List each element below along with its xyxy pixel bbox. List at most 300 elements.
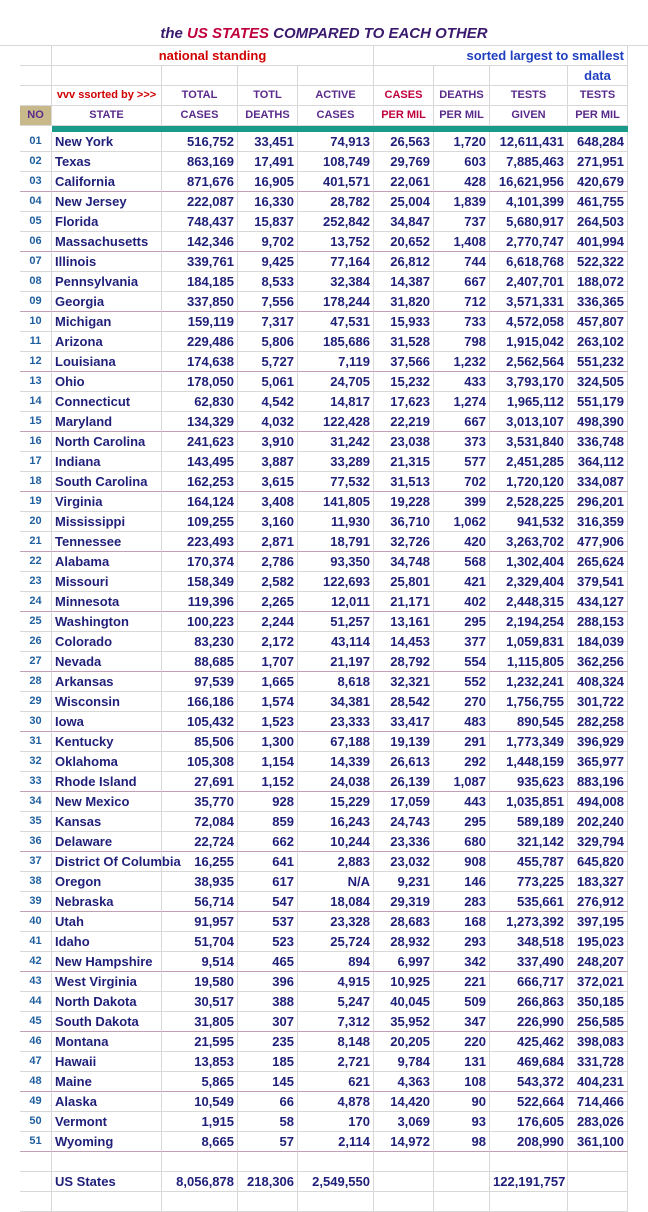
table-cell: 2,329,404 <box>490 572 568 592</box>
total-tests-given: 122,191,757 <box>490 1172 568 1192</box>
table-cell: 16,905 <box>238 172 298 192</box>
column-header-state: STATE <box>52 106 162 126</box>
table-cell: 2,172 <box>238 632 298 652</box>
table-cell: 516,752 <box>162 132 238 152</box>
table-cell: 58 <box>238 1112 298 1132</box>
table-cell: 364,112 <box>568 452 628 472</box>
table-cell: 158,349 <box>162 572 238 592</box>
row-number: 02 <box>20 152 52 172</box>
grid-cell <box>490 1152 568 1172</box>
table-cell: 248,207 <box>568 952 628 972</box>
row-number: 09 <box>20 292 52 312</box>
table-cell: 283 <box>434 892 490 912</box>
table-cell: 3,887 <box>238 452 298 472</box>
grid-cell <box>490 1192 568 1212</box>
table-cell: 396 <box>238 972 298 992</box>
table-cell: 10,549 <box>162 1092 238 1112</box>
table-cell: 2,265 <box>238 592 298 612</box>
table-cell: 2,448,315 <box>490 592 568 612</box>
table-cell: N/A <box>298 872 374 892</box>
table-cell: 13,161 <box>374 612 434 632</box>
table-cell: 3,615 <box>238 472 298 492</box>
table-cell: 185,686 <box>298 332 374 352</box>
table-cell: 420 <box>434 532 490 552</box>
table-cell: 195,023 <box>568 932 628 952</box>
state-name: Mississippi <box>52 512 162 532</box>
table-cell: 223,493 <box>162 532 238 552</box>
table-cell: 589,189 <box>490 812 568 832</box>
column-header-top: ACTIVE <box>298 86 374 106</box>
table-cell: 170,374 <box>162 552 238 572</box>
table-cell: 334,087 <box>568 472 628 492</box>
grid-cell <box>568 1192 628 1212</box>
table-cell: 1,773,349 <box>490 732 568 752</box>
table-cell: 7,317 <box>238 312 298 332</box>
table-cell: 28,792 <box>374 652 434 672</box>
table-cell: 296,201 <box>568 492 628 512</box>
table-cell: 509 <box>434 992 490 1012</box>
state-name: Pennsylvania <box>52 272 162 292</box>
table-cell: 183,327 <box>568 872 628 892</box>
table-cell: 32,384 <box>298 272 374 292</box>
table-cell: 174,638 <box>162 352 238 372</box>
state-name: Indiana <box>52 452 162 472</box>
table-cell: 293 <box>434 932 490 952</box>
column-header-cases: CASES <box>298 106 374 126</box>
column-header-top: DEATHS <box>434 86 490 106</box>
table-cell: 1,756,755 <box>490 692 568 712</box>
table-cell: 748,437 <box>162 212 238 232</box>
table-cell: 26,613 <box>374 752 434 772</box>
table-cell: 265,624 <box>568 552 628 572</box>
table-cell: 23,038 <box>374 432 434 452</box>
state-name: Tennessee <box>52 532 162 552</box>
state-name: District Of Columbia <box>52 852 162 872</box>
table-cell: 379,541 <box>568 572 628 592</box>
state-name: Connecticut <box>52 392 162 412</box>
row-number: 10 <box>20 312 52 332</box>
table-cell: 935,623 <box>490 772 568 792</box>
table-cell: 25,724 <box>298 932 374 952</box>
table-cell: 270 <box>434 692 490 712</box>
table-cell: 3,910 <box>238 432 298 452</box>
table-cell: 122,693 <box>298 572 374 592</box>
table-cell: 235 <box>238 1032 298 1052</box>
table-cell: 7,312 <box>298 1012 374 1032</box>
table-cell: 141,805 <box>298 492 374 512</box>
table-cell: 737 <box>434 212 490 232</box>
table-cell: 3,160 <box>238 512 298 532</box>
table-cell: 164,124 <box>162 492 238 512</box>
column-header-cases: CASES <box>162 106 238 126</box>
table-cell: 142,346 <box>162 232 238 252</box>
column-header-top: CASES <box>374 86 434 106</box>
row-number: 43 <box>20 972 52 992</box>
table-cell: 361,100 <box>568 1132 628 1152</box>
row-number: 40 <box>20 912 52 932</box>
row-number: 39 <box>20 892 52 912</box>
state-name: Montana <box>52 1032 162 1052</box>
table-cell: 4,915 <box>298 972 374 992</box>
table-cell: 2,582 <box>238 572 298 592</box>
grid-cell <box>298 1192 374 1212</box>
table-cell: 264,503 <box>568 212 628 232</box>
state-name: Missouri <box>52 572 162 592</box>
table-cell: 18,791 <box>298 532 374 552</box>
row-number: 26 <box>20 632 52 652</box>
state-name: South Carolina <box>52 472 162 492</box>
table-cell: 178,050 <box>162 372 238 392</box>
table-cell: 77,532 <box>298 472 374 492</box>
state-name: Virginia <box>52 492 162 512</box>
table-cell: 98 <box>434 1132 490 1152</box>
table-cell: 34,381 <box>298 692 374 712</box>
table-cell: 12,611,431 <box>490 132 568 152</box>
table-cell: 16,330 <box>238 192 298 212</box>
row-number: 21 <box>20 532 52 552</box>
state-name: New Mexico <box>52 792 162 812</box>
table-cell: 226,990 <box>490 1012 568 1032</box>
table-cell: 2,407,701 <box>490 272 568 292</box>
table-cell: 702 <box>434 472 490 492</box>
table-cell: 9,425 <box>238 252 298 272</box>
table-cell: 256,585 <box>568 1012 628 1032</box>
column-header-top <box>20 86 52 106</box>
table-cell: 282,258 <box>568 712 628 732</box>
table-cell: 33,451 <box>238 132 298 152</box>
table-cell: 176,605 <box>490 1112 568 1132</box>
table-cell: 4,878 <box>298 1092 374 1112</box>
table-cell: 3,531,840 <box>490 432 568 452</box>
table-cell: 321,142 <box>490 832 568 852</box>
grid-cell <box>434 1172 490 1192</box>
row-number: 35 <box>20 812 52 832</box>
table-cell: 26,812 <box>374 252 434 272</box>
table-cell: 543,372 <box>490 1072 568 1092</box>
state-name: North Dakota <box>52 992 162 1012</box>
table-cell: 15,232 <box>374 372 434 392</box>
table-cell: 362,256 <box>568 652 628 672</box>
table-cell: 662 <box>238 832 298 852</box>
table-cell: 295 <box>434 812 490 832</box>
table-cell: 57 <box>238 1132 298 1152</box>
table-cell: 25,801 <box>374 572 434 592</box>
state-name: New York <box>52 132 162 152</box>
table-cell: 22,724 <box>162 832 238 852</box>
table-cell: 263,102 <box>568 332 628 352</box>
table-cell: 20,652 <box>374 232 434 252</box>
table-cell: 645,820 <box>568 852 628 872</box>
table-cell: 19,139 <box>374 732 434 752</box>
table-cell: 9,231 <box>374 872 434 892</box>
table-cell: 401,994 <box>568 232 628 252</box>
grid-cell <box>238 1152 298 1172</box>
row-number: 12 <box>20 352 52 372</box>
table-cell: 401,571 <box>298 172 374 192</box>
table-cell: 494,008 <box>568 792 628 812</box>
table-cell: 1,448,159 <box>490 752 568 772</box>
column-header-top: TESTS <box>490 86 568 106</box>
table-cell: 10,925 <box>374 972 434 992</box>
table-cell: 3,013,107 <box>490 412 568 432</box>
grid-cell <box>434 66 490 86</box>
table-cell: 329,794 <box>568 832 628 852</box>
state-name: Oklahoma <box>52 752 162 772</box>
table-cell: 108 <box>434 1072 490 1092</box>
table-cell: 733 <box>434 312 490 332</box>
table-cell: 108,749 <box>298 152 374 172</box>
table-cell: 535,661 <box>490 892 568 912</box>
table-cell: 36,710 <box>374 512 434 532</box>
table-cell: 28,932 <box>374 932 434 952</box>
table-cell: 1,059,831 <box>490 632 568 652</box>
table-cell: 9,784 <box>374 1052 434 1072</box>
table-cell: 443 <box>434 792 490 812</box>
table-cell: 457,807 <box>568 312 628 332</box>
state-name: Nebraska <box>52 892 162 912</box>
table-cell: 1,574 <box>238 692 298 712</box>
column-header-given: GIVEN <box>490 106 568 126</box>
grid-cell <box>52 1152 162 1172</box>
grid-cell <box>374 66 434 86</box>
table-cell: 336,365 <box>568 292 628 312</box>
table-cell: 291 <box>434 732 490 752</box>
table-cell: 23,032 <box>374 852 434 872</box>
table-cell: 316,359 <box>568 512 628 532</box>
row-number: 11 <box>20 332 52 352</box>
table-cell: 1,300 <box>238 732 298 752</box>
table-cell: 2,871 <box>238 532 298 552</box>
state-name: South Dakota <box>52 1012 162 1032</box>
state-name: Maine <box>52 1072 162 1092</box>
row-number: 25 <box>20 612 52 632</box>
table-cell: 25,004 <box>374 192 434 212</box>
grid-cell <box>434 1192 490 1212</box>
table-cell: 40,045 <box>374 992 434 1012</box>
row-number: 34 <box>20 792 52 812</box>
state-name: Delaware <box>52 832 162 852</box>
grid-cell <box>20 1152 52 1172</box>
table-cell: 178,244 <box>298 292 374 312</box>
table-cell: 17,623 <box>374 392 434 412</box>
column-header-top: TOTAL <box>162 86 238 106</box>
table-cell: 83,230 <box>162 632 238 652</box>
state-name: Wyoming <box>52 1132 162 1152</box>
table-cell: 14,817 <box>298 392 374 412</box>
state-name: Texas <box>52 152 162 172</box>
table-cell: 7,119 <box>298 352 374 372</box>
table-cell: 1,062 <box>434 512 490 532</box>
table-cell: 1,302,404 <box>490 552 568 572</box>
grid-cell <box>238 66 298 86</box>
state-name: Massachusetts <box>52 232 162 252</box>
table-cell: 100,223 <box>162 612 238 632</box>
row-number: 38 <box>20 872 52 892</box>
state-name: Illinois <box>52 252 162 272</box>
row-number: 18 <box>20 472 52 492</box>
table-cell: 3,263,702 <box>490 532 568 552</box>
table-cell: 252,842 <box>298 212 374 232</box>
table-cell: 31,528 <box>374 332 434 352</box>
table-cell: 31,242 <box>298 432 374 452</box>
row-number: 16 <box>20 432 52 452</box>
table-cell: 33,289 <box>298 452 374 472</box>
table-cell: 397,195 <box>568 912 628 932</box>
national-standing-label: national standing <box>52 46 374 66</box>
table-cell: 202,240 <box>568 812 628 832</box>
table-cell: 51,257 <box>298 612 374 632</box>
table-cell: 43,114 <box>298 632 374 652</box>
table-cell: 337,850 <box>162 292 238 312</box>
table-cell: 3,069 <box>374 1112 434 1132</box>
grid-cell <box>52 66 162 86</box>
table-cell: 5,865 <box>162 1072 238 1092</box>
table-cell: 17,059 <box>374 792 434 812</box>
table-cell: 1,915,042 <box>490 332 568 352</box>
state-name: Kansas <box>52 812 162 832</box>
grid-cell <box>238 1192 298 1212</box>
table-cell: 16,243 <box>298 812 374 832</box>
table-cell: 2,562,564 <box>490 352 568 372</box>
totals-label: US States <box>52 1172 162 1192</box>
table-cell: 168 <box>434 912 490 932</box>
table-cell: 134,329 <box>162 412 238 432</box>
row-number: 51 <box>20 1132 52 1152</box>
row-number: 29 <box>20 692 52 712</box>
sorted-by-label: vvv ssorted by >>> <box>52 86 162 106</box>
table-cell: 483 <box>434 712 490 732</box>
table-cell: 1,839 <box>434 192 490 212</box>
table-cell: 883,196 <box>568 772 628 792</box>
table-cell: 307 <box>238 1012 298 1032</box>
grid-cell <box>374 1152 434 1172</box>
table-cell: 221 <box>434 972 490 992</box>
total-deaths: 218,306 <box>238 1172 298 1192</box>
table-cell: 773,225 <box>490 872 568 892</box>
state-name: North Carolina <box>52 432 162 452</box>
state-name: Florida <box>52 212 162 232</box>
state-name: Iowa <box>52 712 162 732</box>
state-name: Vermont <box>52 1112 162 1132</box>
table-cell: 554 <box>434 652 490 672</box>
table-cell: 4,572,058 <box>490 312 568 332</box>
table-cell: 145 <box>238 1072 298 1092</box>
row-number: 24 <box>20 592 52 612</box>
table-cell: 271,951 <box>568 152 628 172</box>
row-number: 20 <box>20 512 52 532</box>
table-cell: 15,837 <box>238 212 298 232</box>
state-name: Georgia <box>52 292 162 312</box>
table-cell: 2,194,254 <box>490 612 568 632</box>
table-cell: 188,072 <box>568 272 628 292</box>
grid-cell <box>568 1172 628 1192</box>
grid-cell <box>568 1152 628 1172</box>
table-cell: 1,523 <box>238 712 298 732</box>
table-cell: 337,490 <box>490 952 568 972</box>
table-cell: 208,990 <box>490 1132 568 1152</box>
table-cell: 666,717 <box>490 972 568 992</box>
table-cell: 894 <box>298 952 374 972</box>
table-cell: 1,035,851 <box>490 792 568 812</box>
table-cell: 6,997 <box>374 952 434 972</box>
table-cell: 17,491 <box>238 152 298 172</box>
table-cell: 162,253 <box>162 472 238 492</box>
table-cell: 51,704 <box>162 932 238 952</box>
table-cell: 33,417 <box>374 712 434 732</box>
grid-cell <box>20 1192 52 1212</box>
state-name: Colorado <box>52 632 162 652</box>
table-cell: 47,531 <box>298 312 374 332</box>
table-cell: 241,623 <box>162 432 238 452</box>
table-cell: 22,219 <box>374 412 434 432</box>
row-number: 07 <box>20 252 52 272</box>
table-cell: 5,247 <box>298 992 374 1012</box>
state-name: Ohio <box>52 372 162 392</box>
row-number: 32 <box>20 752 52 772</box>
table-cell: 8,618 <box>298 672 374 692</box>
state-name: Utah <box>52 912 162 932</box>
row-number: 47 <box>20 1052 52 1072</box>
row-number: 44 <box>20 992 52 1012</box>
table-cell: 109,255 <box>162 512 238 532</box>
table-cell: 667 <box>434 272 490 292</box>
table-cell: 498,390 <box>568 412 628 432</box>
state-name: Rhode Island <box>52 772 162 792</box>
table-cell: 21,315 <box>374 452 434 472</box>
grid-cell <box>162 1192 238 1212</box>
table-cell: 577 <box>434 452 490 472</box>
table-cell: 13,853 <box>162 1052 238 1072</box>
table-cell: 1,232 <box>434 352 490 372</box>
table-cell: 6,618,768 <box>490 252 568 272</box>
row-number: 04 <box>20 192 52 212</box>
row-number: 42 <box>20 952 52 972</box>
table-cell: 15,229 <box>298 792 374 812</box>
state-name: Minnesota <box>52 592 162 612</box>
table-cell: 1,273,392 <box>490 912 568 932</box>
table-cell: 522,664 <box>490 1092 568 1112</box>
table-cell: 26,139 <box>374 772 434 792</box>
table-cell: 350,185 <box>568 992 628 1012</box>
table-cell: 184,039 <box>568 632 628 652</box>
state-name: Alabama <box>52 552 162 572</box>
state-name: Wisconsin <box>52 692 162 712</box>
table-cell: 31,805 <box>162 1012 238 1032</box>
table-cell: 24,038 <box>298 772 374 792</box>
table-cell: 222,087 <box>162 192 238 212</box>
table-cell: 23,328 <box>298 912 374 932</box>
table-cell: 372,021 <box>568 972 628 992</box>
table-cell: 5,806 <box>238 332 298 352</box>
table-cell: 2,114 <box>298 1132 374 1152</box>
table-cell: 19,580 <box>162 972 238 992</box>
table-cell: 91,957 <box>162 912 238 932</box>
state-name: Nevada <box>52 652 162 672</box>
state-name: Washington <box>52 612 162 632</box>
table-cell: 348,518 <box>490 932 568 952</box>
table-cell: 56,714 <box>162 892 238 912</box>
table-cell: 3,793,170 <box>490 372 568 392</box>
table-cell: 621 <box>298 1072 374 1092</box>
table-cell: 5,727 <box>238 352 298 372</box>
table-cell: 641 <box>238 852 298 872</box>
table-cell: 420,679 <box>568 172 628 192</box>
table-cell: 2,528,225 <box>490 492 568 512</box>
table-cell: 276,912 <box>568 892 628 912</box>
grid-cell <box>374 1192 434 1212</box>
table-cell: 88,685 <box>162 652 238 672</box>
table-cell: 66 <box>238 1092 298 1112</box>
